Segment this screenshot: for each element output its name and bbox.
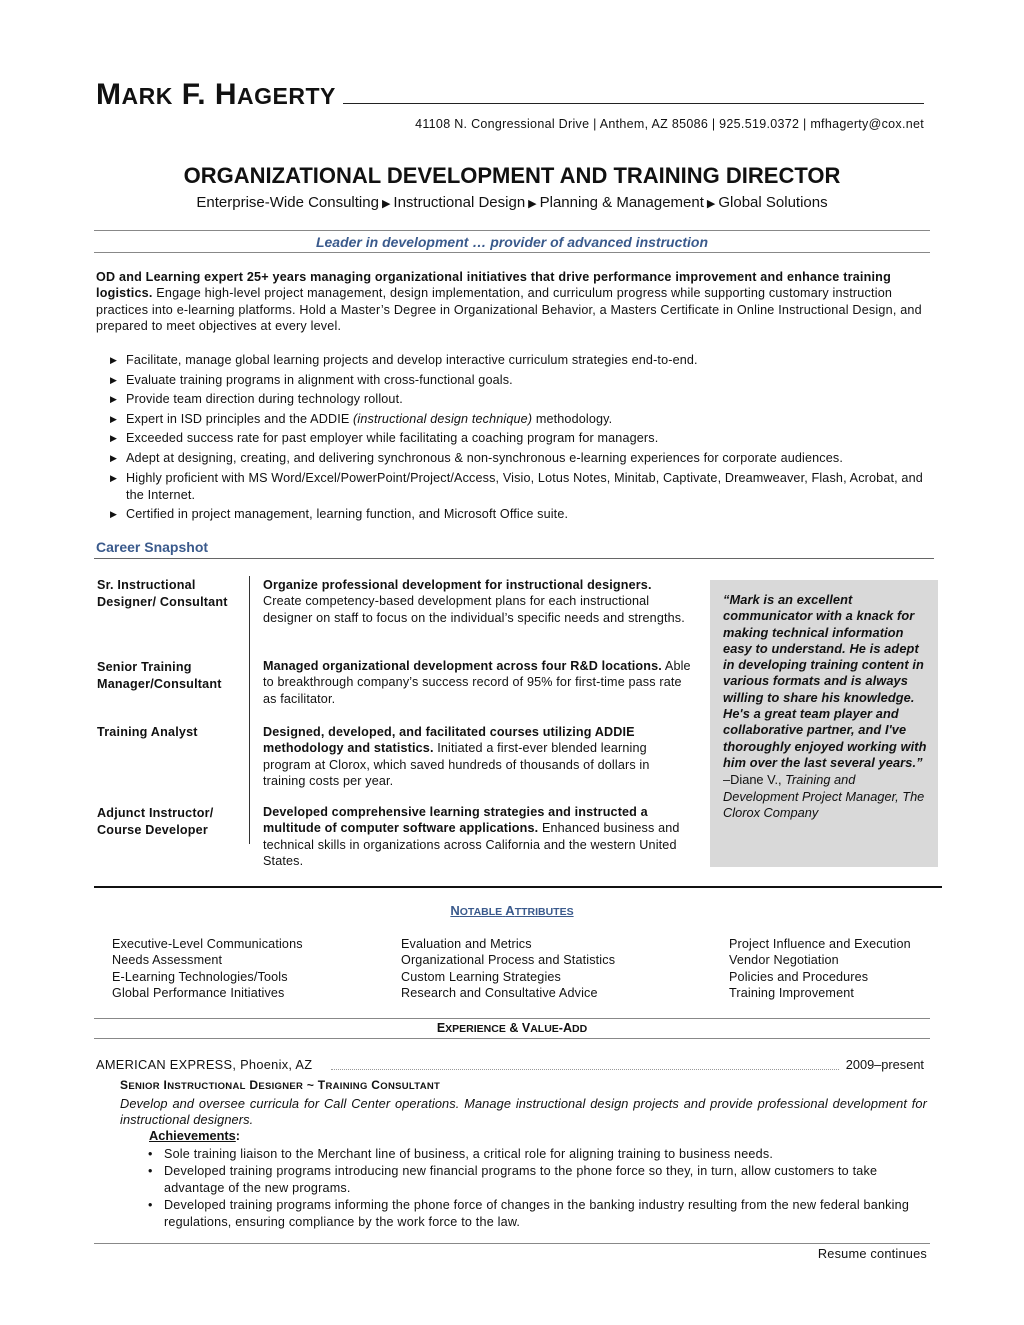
attribute-item: Project Influence and Execution [729, 937, 911, 951]
role-title: Sr. Instructional Designer/ Consultant [97, 578, 228, 609]
list-item: ▶ Exceeded success rate for past employer while facilitating a coaching program for managers. [110, 431, 659, 446]
dot-leader [331, 1069, 839, 1070]
name-underline [343, 103, 924, 104]
career-snapshot-heading: Career Snapshot [96, 539, 209, 555]
attribute-item: Research and Consultative Advice [401, 986, 598, 1001]
attribute-item: Training Improvement [729, 986, 855, 1001]
list-item: ▶ Certified in project management, learning function, and Microsoft Office suite. [110, 507, 569, 522]
attribute-item: Policies and Procedures [729, 969, 869, 984]
experience-heading: EXPERIENCE & VALUE-ADD [436, 1021, 588, 1035]
triangle-right-icon: ▶ [110, 472, 118, 483]
triangle-right-icon: ▶ [528, 198, 537, 210]
list-item: ▶ Highly proficient with MS Word/Excel/PowerPoint/Project/Access, Visio, Lotus Notes, Minitab, Captivate, Dreamweaver, Flash, Acrobat, and the Internet. [110, 470, 923, 502]
specialties-line: Enterprise-Wide Consulting ▶ Instructional Design ▶ Planning & Management ▶ Global Solutions [196, 194, 828, 211]
attribute-item: Executive-Level Communications [112, 937, 303, 951]
triangle-right-icon: ▶ [706, 198, 716, 210]
triangle-right-icon: ▶ [110, 394, 118, 405]
role-title: Senior Training Manager/Consultant [97, 660, 222, 691]
divider [94, 1243, 930, 1244]
role-description: Developed comprehensive learning strategies and instructed a multitude of computer software applications. Enhanced business and technical skills in organizations across California and the western United States. [263, 805, 680, 869]
resume-title: ORGANIZATIONAL DEVELOPMENT AND TRAINING DIRECTOR [183, 163, 841, 188]
list-item: ▶ Provide team direction during technology rollout. [110, 392, 403, 407]
tagline: Leader in development … provider of advanced instruction [315, 234, 709, 250]
notable-attributes-heading: NOTABLE ATTRIBUTES [450, 903, 574, 918]
contact-info: 41108 N. Congressional Drive | Anthem, AZ 85086 | 925.519.0372 | mfhagerty@cox.net [415, 117, 924, 131]
employment-dates: 2009–present [845, 1057, 924, 1072]
attribute-item: Global Performance Initiatives [112, 986, 285, 1001]
list-item: ▶ Evaluate training programs in alignment with cross-functional goals. [110, 372, 513, 387]
testimonial-box [710, 580, 938, 867]
list-item: ▶ Facilitate, manage global learning projects and develop interactive curriculum strategies end-to-end. [110, 353, 698, 367]
resume-continues-note: Resume continues [817, 1246, 927, 1261]
attribute-item: Evaluation and Metrics [401, 937, 532, 951]
role-title: Training Analyst [97, 725, 198, 739]
list-item: ▶ Expert in ISD principles and the ADDIE (instructional design technique) methodology. [110, 411, 613, 426]
triangle-right-icon: ▶ [110, 355, 118, 365]
divider [94, 886, 942, 888]
divider [94, 230, 930, 231]
attribute-item: E-Learning Technologies/Tools [112, 969, 288, 984]
list-item: • Sole training liaison to the Merchant line of business, a critical role for aligning training to business needs. [148, 1147, 774, 1161]
triangle-right-icon: ▶ [110, 509, 118, 520]
testimonial-attribution: –Diane V., Training and Development Project Manager, The Clorox Company [723, 772, 925, 820]
triangle-right-icon: ▶ [110, 433, 118, 444]
list-item: • Developed training programs informing the phone force of changes in the banking industry resulting from the new federal banking regulations, ensuring compliance by the work force to the law. [148, 1198, 910, 1229]
company-name: AMERICAN EXPRESS, Phoenix, AZ [96, 1057, 313, 1072]
role-description: Managed organizational development across four R&D locations. Able to breakthrough company’s success record of 95% for first-time pass rate as facilitator. [263, 659, 691, 706]
attributes-column [401, 936, 615, 1002]
attributes-column [112, 936, 303, 1002]
divider [94, 1018, 930, 1019]
attribute-item: Custom Learning Strategies [401, 969, 562, 984]
role-description: Organize professional development for instructional designers. Create competency-based development plans for each instructional designer on staff to focus on the individual’s specific needs and strengths. [263, 578, 685, 625]
attribute-item: Vendor Negotiation [729, 953, 839, 968]
divider [94, 558, 934, 559]
professional-summary: OD and Learning expert 25+ years managing organizational initiatives that drive performance improvement and enhance training logistics. Engage high-level project management, design implementation, and curriculum progress while supporting customary instruction practices into e-learning platforms. Hold a Master’s Degree in Organizational Behavior, a Masters Certificate in Online Instructional Design, and prepared to meet objectives at every level. [96, 270, 922, 334]
triangle-right-icon: ▶ [110, 374, 118, 385]
attribute-item: Needs Assessment [112, 953, 223, 968]
candidate-name: MARK F. HAGERTY [96, 78, 336, 111]
triangle-right-icon: ▶ [110, 413, 118, 424]
divider [94, 1038, 930, 1039]
attributes-column [729, 936, 911, 1002]
job-title: SENIOR INSTRUCTIONAL DESIGNER ~ TRAINING CONSULTANT [120, 1078, 441, 1092]
testimonial-quote: “Mark is an excellent communicator with a knack for making technical information easy to understand. He is adept in developing training content in various formats and is always willing to share his knowledge. He's a great team player and collaborative partner, and I've thoroughly enjoyed working with him over the last several years.” [723, 592, 927, 770]
list-item: • Developed training programs introducing new financial programs to the phone force so they, in turn, allow customers to take advantage of the new programs. [148, 1164, 878, 1195]
achievements-label: Achievements: [149, 1128, 241, 1143]
role-description: Designed, developed, and facilitated courses utilizing ADDIE methodology and statistics. Initiated a first-ever blended learning program at Clorox, which saved hundreds of thousands of dollars in training costs per year. [263, 725, 650, 789]
bullet-icon: • [148, 1198, 153, 1213]
divider [94, 252, 930, 253]
job-description: Develop and oversee curricula for Call Center operations. Manage instructional design projects and provide professional development for instructional designers. [120, 1096, 927, 1128]
attribute-item: Organizational Process and Statistics [401, 953, 616, 968]
column-divider [249, 576, 250, 844]
triangle-right-icon: ▶ [110, 452, 118, 463]
list-item: ▶ Adept at designing, creating, and delivering synchronous & non-synchronous e-learning experiences for corporate audiences. [110, 450, 843, 465]
triangle-right-icon: ▶ [381, 198, 391, 210]
role-title: Adjunct Instructor/ Course Developer [97, 806, 214, 837]
skills-list [110, 352, 930, 526]
achievements-list [148, 1146, 928, 1231]
bullet-icon: • [148, 1147, 153, 1161]
bullet-icon: • [148, 1164, 153, 1179]
